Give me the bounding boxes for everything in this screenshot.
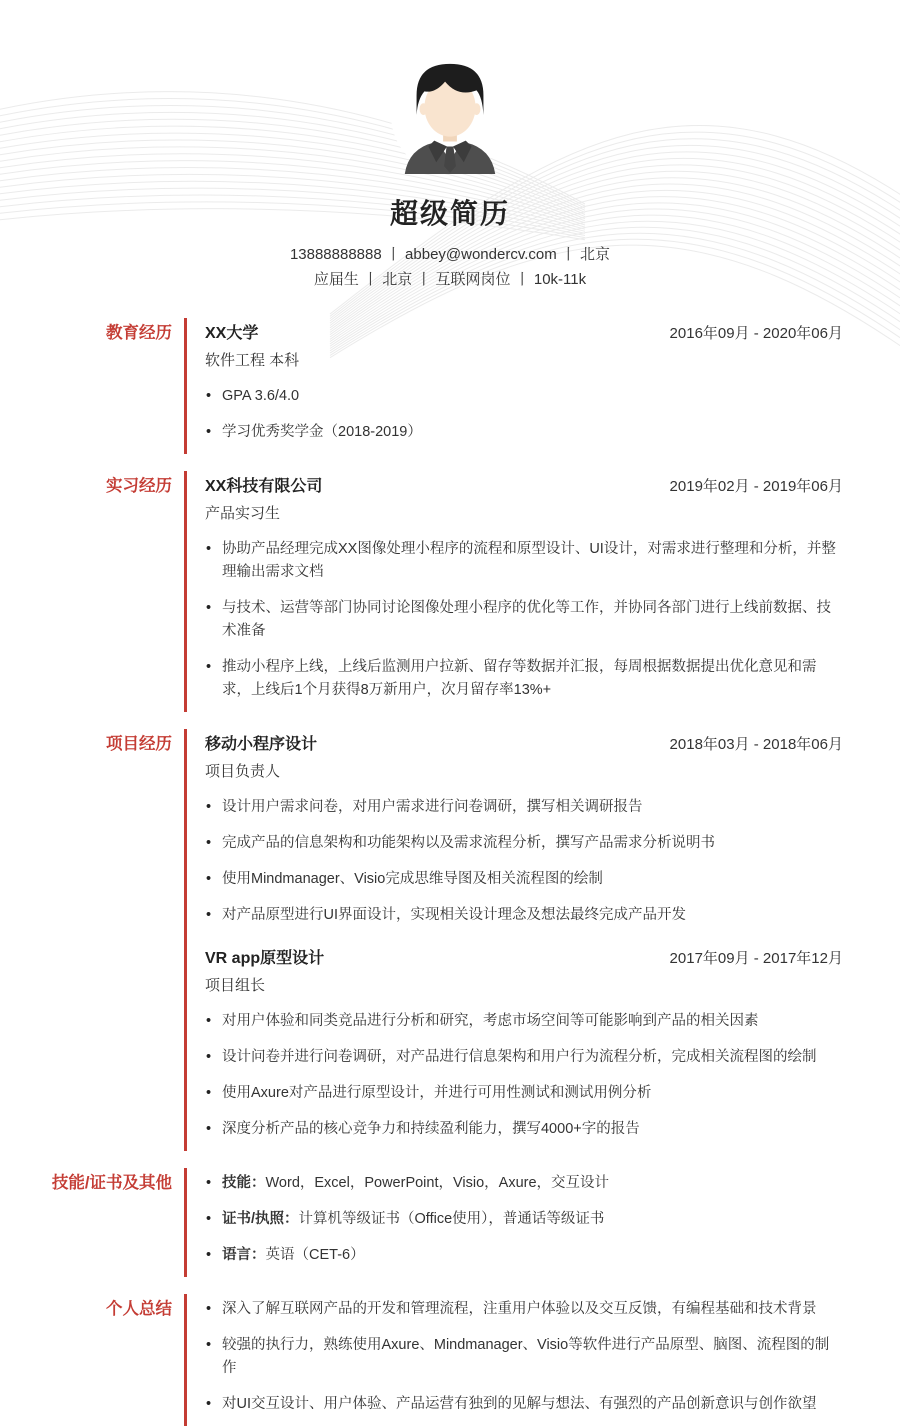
entry-date: 2016年09月 - 2020年06月 xyxy=(669,325,843,342)
bullet-term: 语言： xyxy=(222,1247,266,1263)
resume-header xyxy=(0,56,900,292)
entry xyxy=(205,945,843,1141)
entry-date: 2019年02月 - 2019年06月 xyxy=(669,478,843,495)
entry-head xyxy=(205,320,843,343)
bullet-term: 技能： xyxy=(222,1175,266,1191)
entry xyxy=(205,1298,843,1416)
bullet-item: • 深入了解互联网产品的开发和管理流程，注重用户体验以及交互反馈，有编程基础和技术背景 xyxy=(205,1298,843,1321)
entry-title: XX大学 xyxy=(205,325,259,342)
bullet-text: 英语（CET-6） xyxy=(265,1247,365,1263)
section-label: 项目经历 xyxy=(106,735,172,753)
bullet-item xyxy=(205,1244,843,1267)
bullet-list xyxy=(205,1172,843,1267)
entry-subtitle: 产品实习生 xyxy=(205,505,281,522)
section-2 xyxy=(0,729,900,1151)
bullet-item xyxy=(205,1172,843,1195)
entry-date: 2018年03月 - 2018年06月 xyxy=(669,736,843,753)
avatar xyxy=(391,56,509,174)
bullet-text: 计算机等级证书（Office使用），普通话等级证书 xyxy=(298,1211,605,1227)
section-body xyxy=(184,1168,900,1277)
bullet-item: • 学习优秀奖学金（2018-2019） xyxy=(205,421,843,444)
section-body xyxy=(184,318,900,454)
entry xyxy=(205,731,843,927)
bullet-item: • GPA 3.6/4.0 xyxy=(205,385,843,408)
bullet-list xyxy=(205,1298,843,1416)
bullet-list xyxy=(205,538,843,702)
bullet-item: • 对UI交互设计、用户体验、产品运营有独到的见解与想法、有强烈的产品创新意识与创作欲望 xyxy=(205,1393,843,1416)
bullet-list xyxy=(205,796,843,927)
section-3 xyxy=(0,1168,900,1277)
entry-title: VR app原型设计 xyxy=(205,950,325,967)
bullet-item: • 设计用户需求问卷，对用户需求进行问卷调研，撰写相关调研报告 xyxy=(205,796,843,819)
bullet-item: • 完成产品的信息架构和功能架构以及需求流程分析，撰写产品需求分析说明书 xyxy=(205,832,843,855)
section-body xyxy=(184,729,900,1151)
bullet-item: • 使用Axure对产品进行原型设计，并进行可用性测试和测试用例分析 xyxy=(205,1082,843,1105)
entry-title: XX科技有限公司 xyxy=(205,478,323,495)
entry xyxy=(205,320,843,444)
section-label: 技能/证书及其他 xyxy=(51,1174,172,1192)
male-portrait-avatar-icon xyxy=(391,56,509,174)
section-label: 个人总结 xyxy=(106,1300,172,1318)
bullet-text: Word，Excel，PowerPoint，Visio，Axure，交互设计 xyxy=(265,1175,610,1191)
section-0 xyxy=(0,318,900,454)
bullet-item: • 使用Mindmanager、Visio完成思维导图及相关流程图的绘制 xyxy=(205,868,843,891)
entry xyxy=(205,1172,843,1267)
section-label: 教育经历 xyxy=(106,324,172,342)
resume-name: 超级简历 xyxy=(389,198,510,229)
entry-subtitle: 项目组长 xyxy=(205,977,266,994)
entry-subtitle: 项目负责人 xyxy=(205,763,281,780)
section-body xyxy=(184,1294,900,1426)
bullet-list xyxy=(205,1010,843,1141)
entry xyxy=(205,473,843,702)
section-label: 实习经历 xyxy=(106,477,172,495)
bullet-term: 证书/执照： xyxy=(222,1211,299,1227)
section-body xyxy=(184,471,900,712)
bullet-item: • 对产品原型进行UI界面设计，实现相关设计理念及想法最终完成产品开发 xyxy=(205,904,843,927)
section-4 xyxy=(0,1294,900,1426)
contact-line-1: 13888888888 丨 abbey@wondercv.com 丨 北京 xyxy=(289,246,611,263)
resume-sections xyxy=(0,318,900,1426)
bullet-item: • 与技术、运营等部门协同讨论图像处理小程序的优化等工作，并协同各部门进行上线前数据、技术准备 xyxy=(205,597,843,643)
bullet-item: • 设计问卷并进行问卷调研，对产品进行信息架构和用户行为流程分析，完成相关流程图的绘制 xyxy=(205,1046,843,1069)
bullet-item: • 深度分析产品的核心竞争力和持续盈利能力，撰写4000+字的报告 xyxy=(205,1118,843,1141)
bullet-item: • 推动小程序上线，上线后监测用户拉新、留存等数据并汇报，每周根据数据提出优化意见和需求，上线后1个月获得8万新用户，次月留存率13%+ xyxy=(205,656,843,702)
entry-date: 2017年09月 - 2017年12月 xyxy=(669,950,843,967)
entry-head xyxy=(205,731,843,754)
entry-subtitle: 软件工程 本科 xyxy=(205,352,300,369)
bullet-item xyxy=(205,1208,843,1231)
bullet-item: • 对用户体验和同类竞品进行分析和研究，考虑市场空间等可能影响到产品的相关因素 xyxy=(205,1010,843,1033)
entry-title: 移动小程序设计 xyxy=(205,736,318,753)
bullet-list xyxy=(205,385,843,444)
contact-line-2: 应届生 丨 北京 丨 互联网岗位 丨 10k-11k xyxy=(313,271,587,288)
entry-head xyxy=(205,945,843,968)
section-1 xyxy=(0,471,900,712)
resume-page xyxy=(0,56,900,1412)
bullet-item: • 较强的执行力，熟练使用Axure、Mindmanager、Visio等软件进行产品原型、脑图、流程图的制作 xyxy=(205,1334,843,1380)
bullet-item: • 协助产品经理完成XX图像处理小程序的流程和原型设计、UI设计，对需求进行整理和分析，并整理输出需求文档 xyxy=(205,538,843,584)
entry-head xyxy=(205,473,843,496)
